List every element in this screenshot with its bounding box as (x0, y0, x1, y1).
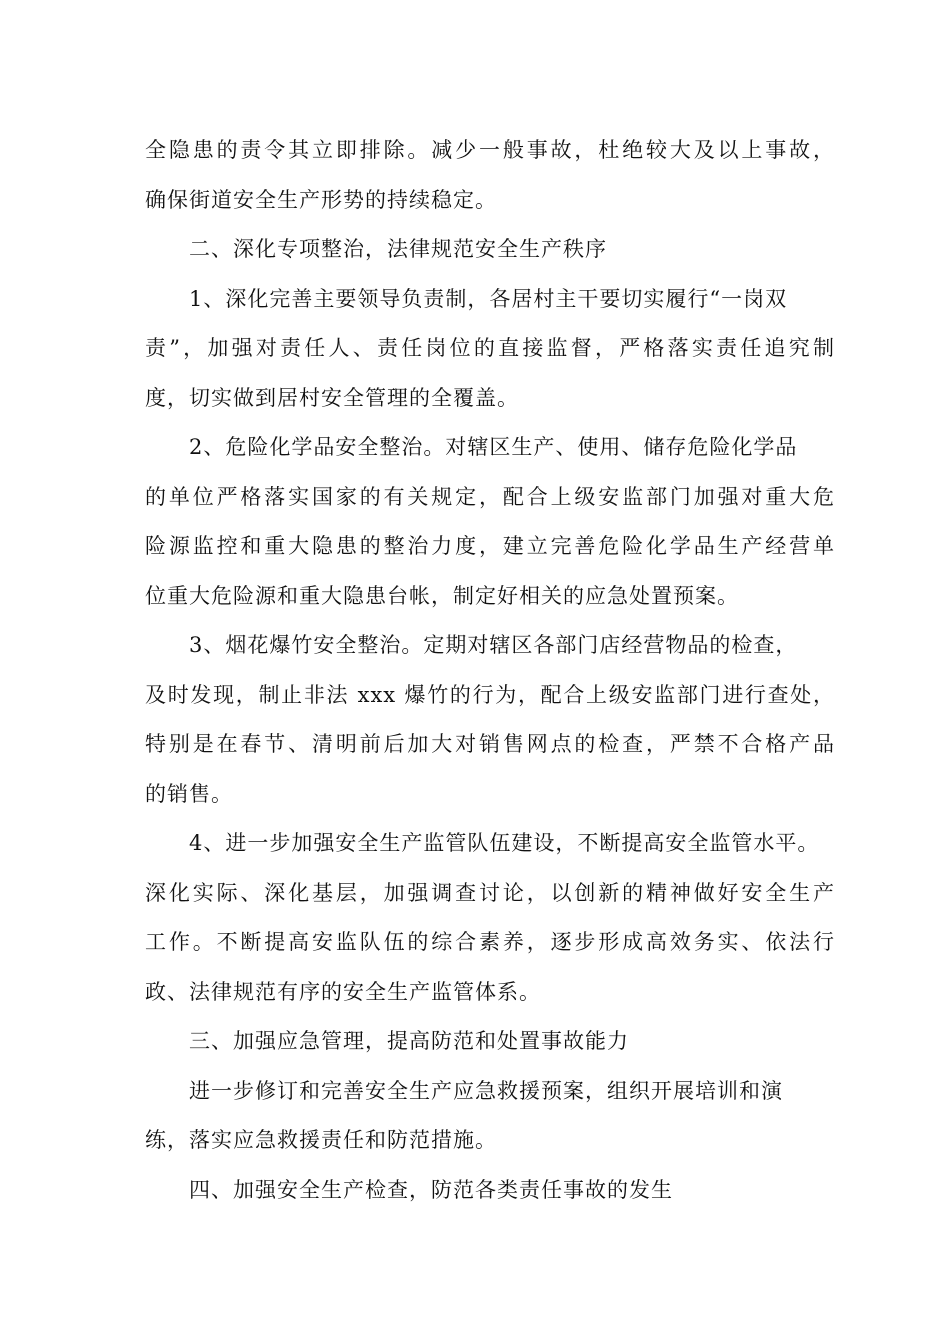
paragraph-line: 的单位严格落实国家的有关规定，配合上级安监部门加强对重大危 (145, 484, 835, 509)
section-heading: 四、加强安全生产检查，防范各类责任事故的发生 (189, 1177, 673, 1202)
paragraph-line: 深化实际、深化基层，加强调查讨论，以创新的精神做好安全生产 (145, 880, 835, 905)
paragraph-line: 练，落实应急救援责任和防范措施。 (145, 1128, 497, 1152)
section-heading: 三、加强应急管理，提高防范和处置事故能力 (189, 1029, 629, 1053)
paragraph-line: 的销售。 (145, 781, 233, 806)
paragraph-line: 进一步修订和完善安全生产应急救援预案，组织开展培训和演 (189, 1078, 783, 1103)
paragraph-line: 工作。不断提高安监队伍的综合素养，逐步形成高效务实、依法行 (145, 930, 835, 954)
paragraph-line: 2、危险化学品安全整治。对辖区生产、使用、储存危险化学品 (189, 435, 798, 459)
paragraph-line: 责”，加强对责任人、责任岗位的直接监督，严格落实责任追究制 (145, 336, 835, 360)
paragraph-line: 特别是在春节、清明前后加大对销售网点的检查，严禁不合格产品 (145, 732, 835, 756)
section-heading: 二、深化专项整治，法律规范安全生产秩序 (189, 237, 607, 261)
paragraph-line: 1、深化完善主要领导负责制，各居村主干要切实履行“一岗双 (189, 286, 788, 311)
paragraph-line: 险源监控和重大隐患的整治力度，建立完善危险化学品生产经营单 (145, 534, 835, 558)
paragraph-line: 政、法律规范有序的安全生产监管体系。 (145, 979, 541, 1004)
paragraph-line: 4、进一步加强安全生产监管队伍建设，不断提高安全监管水平。 (189, 831, 820, 855)
paragraph-line: 全隐患的责令其立即排除。减少一般事故，杜绝较大及以上事故， (145, 138, 835, 162)
paragraph-line: 确保街道安全生产形势的持续稳定。 (145, 187, 497, 212)
paragraph-line: 及时发现，制止非法 xxx 爆竹的行为，配合上级安监部门进行查处， (145, 682, 835, 707)
paragraph-line: 位重大危险源和重大隐患台帐，制定好相关的应急处置预案。 (145, 583, 739, 608)
paragraph-line: 3、烟花爆竹安全整治。定期对辖区各部门店经营物品的检查， (189, 633, 798, 657)
paragraph-line: 度，切实做到居村安全管理的全覆盖。 (145, 385, 519, 410)
document-body (145, 126, 835, 1215)
